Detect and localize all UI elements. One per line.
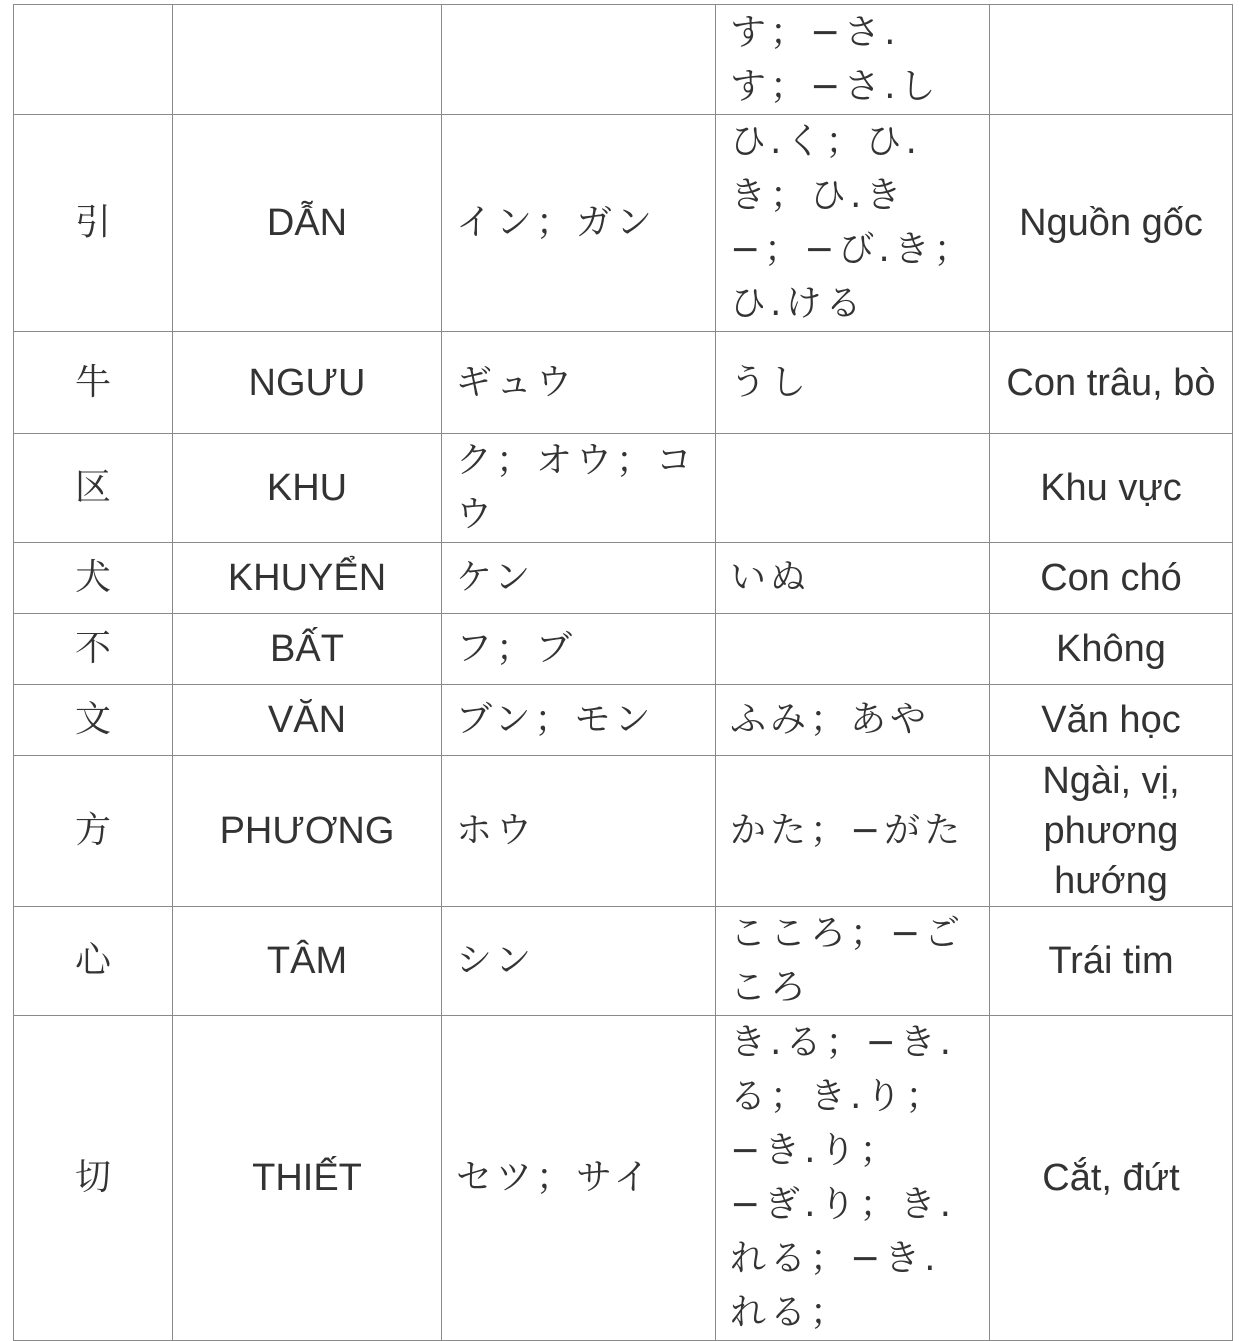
kunyomi-cell: ひ.く；ひ.き；ひ.き−；−び.き；ひ.ける (716, 115, 990, 332)
table-row (14, 907, 1233, 1016)
han-viet-cell: KHU (173, 434, 442, 543)
han-viet-cell (173, 5, 442, 115)
meaning-cell: Cắt, đứt (990, 1016, 1233, 1341)
kanji-cell: 方 (14, 756, 173, 907)
kunyomi-cell: うし (716, 332, 990, 434)
meaning-cell: Trái tim (990, 907, 1233, 1016)
kunyomi-cell: ふみ；あや (716, 685, 990, 756)
kanji-cell: 牛 (14, 332, 173, 434)
table-row (14, 1016, 1233, 1341)
onyomi-cell: フ；ブ (442, 614, 716, 685)
onyomi-cell: イン；ガン (442, 115, 716, 332)
onyomi-cell (442, 5, 716, 115)
kanji-cell: 区 (14, 434, 173, 543)
kanji-cell (14, 5, 173, 115)
table-row (14, 332, 1233, 434)
meaning-cell (990, 5, 1233, 115)
table-row (14, 614, 1233, 685)
kunyomi-cell: いぬ (716, 543, 990, 614)
meaning-cell: Con chó (990, 543, 1233, 614)
han-viet-cell: BẤT (173, 614, 442, 685)
meaning-cell: Không (990, 614, 1233, 685)
meaning-cell: Khu vực (990, 434, 1233, 543)
meaning-cell: Con trâu, bò (990, 332, 1233, 434)
kanji-cell: 不 (14, 614, 173, 685)
kunyomi-cell: かた；−がた (716, 756, 990, 907)
onyomi-cell: シン (442, 907, 716, 1016)
han-viet-cell: PHƯƠNG (173, 756, 442, 907)
table-row (14, 543, 1233, 614)
kanji-cell: 犬 (14, 543, 173, 614)
han-viet-cell: DẪN (173, 115, 442, 332)
table-row (14, 115, 1233, 332)
han-viet-cell: NGƯU (173, 332, 442, 434)
onyomi-cell: ギュウ (442, 332, 716, 434)
meaning-cell: Ngài, vị, phương hướng (990, 756, 1233, 907)
kanji-table (13, 4, 1233, 1341)
han-viet-cell: VĂN (173, 685, 442, 756)
kunyomi-cell: き.る；−き.る；き.り；−き.り；−ぎ.り；き.れる；−き.れる； (716, 1016, 990, 1341)
meaning-cell: Văn học (990, 685, 1233, 756)
table-row (14, 434, 1233, 543)
table-row (14, 756, 1233, 907)
table-row (14, 685, 1233, 756)
onyomi-cell: ホウ (442, 756, 716, 907)
kunyomi-cell: す；−さ.す；−さ.し (716, 5, 990, 115)
han-viet-cell: THIẾT (173, 1016, 442, 1341)
kunyomi-cell (716, 434, 990, 543)
onyomi-cell: ブン；モン (442, 685, 716, 756)
table-row (14, 5, 1233, 115)
meaning-cell: Nguồn gốc (990, 115, 1233, 332)
kanji-cell: 文 (14, 685, 173, 756)
han-viet-cell: KHUYỂN (173, 543, 442, 614)
onyomi-cell: ケン (442, 543, 716, 614)
kanji-cell: 心 (14, 907, 173, 1016)
onyomi-cell: セツ；サイ (442, 1016, 716, 1341)
kunyomi-cell (716, 614, 990, 685)
kanji-cell: 切 (14, 1016, 173, 1341)
kunyomi-cell: こころ；−ごころ (716, 907, 990, 1016)
kanji-cell: 引 (14, 115, 173, 332)
han-viet-cell: TÂM (173, 907, 442, 1016)
onyomi-cell: ク；オウ；コウ (442, 434, 716, 543)
